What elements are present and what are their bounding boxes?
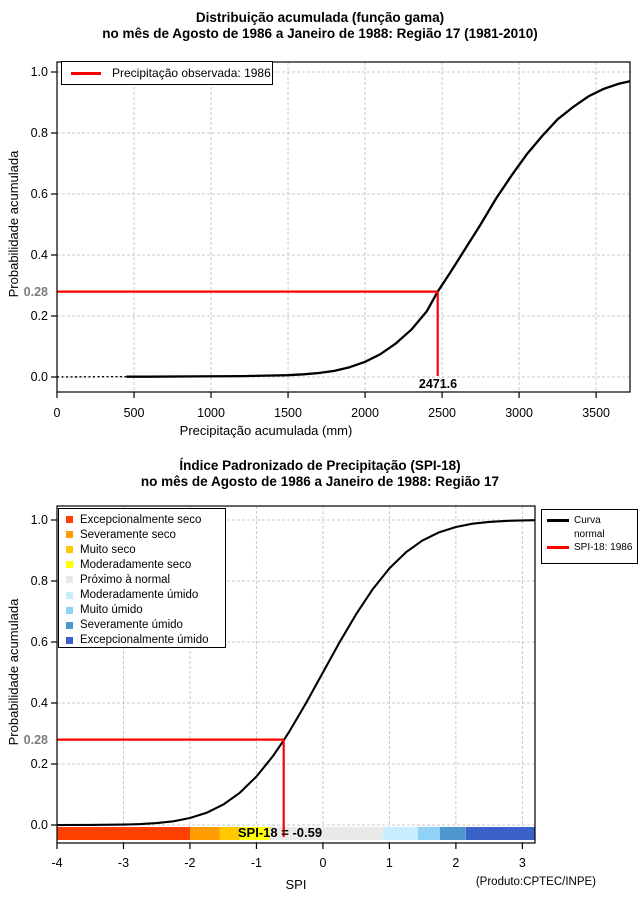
x-tick-label: 3000 (505, 406, 534, 420)
category-color-swatch-icon (66, 622, 73, 629)
panel2-curve-legend (541, 509, 638, 564)
category-legend-item (66, 572, 225, 587)
x-tick-label: 2 (452, 856, 460, 870)
category-label: Moderadamente úmido (80, 589, 199, 602)
category-label: Severamente seco (80, 528, 176, 541)
x-tick-label: -4 (51, 856, 63, 870)
category-color-swatch-icon (66, 576, 73, 583)
y-tick-label: 0.2 (30, 757, 48, 772)
y-tick-label: 0.6 (30, 635, 48, 650)
panel2-spi-value-label: SPI-18 = -0.59 (237, 825, 323, 840)
x-tick-label: 1 (385, 856, 393, 870)
category-legend-item (66, 527, 225, 542)
category-color-swatch-icon (66, 637, 73, 644)
y-tick-label: 0.2 (30, 309, 48, 324)
x-tick-label: 0 (319, 856, 327, 870)
y-tick-label: 1.0 (30, 513, 48, 528)
x-tick-label: 1000 (197, 406, 225, 420)
x-tick-label: -1 (250, 856, 263, 870)
category-label: Excepcionalmente seco (80, 513, 202, 526)
curve-legend-label-line1: Curva (574, 515, 601, 526)
category-legend-item (66, 603, 225, 618)
x-tick-label: 2500 (428, 406, 456, 420)
plot-box (57, 62, 630, 392)
category-label: Severamente úmido (80, 619, 183, 632)
y-tick-label: 0.0 (30, 818, 48, 833)
category-legend-item (66, 587, 225, 602)
curve-legend-label-line2: normal (574, 528, 605, 540)
panel1-legend (61, 61, 273, 85)
red-line-sample-icon (547, 546, 569, 549)
spi-category-bar-segment (418, 827, 440, 840)
x-tick-label: 0 (53, 406, 61, 420)
probability-annotation-label: 0.28 (23, 733, 48, 747)
probability-annotation-label: 0.28 (23, 285, 48, 299)
y-tick-label: 0.4 (30, 248, 48, 263)
y-tick-label: 0.8 (30, 126, 48, 141)
panel1-ylabel: Probabilidade acumulada (6, 150, 21, 298)
x-tick-label: 2000 (351, 406, 379, 420)
category-label: Excepcionalmente úmido (80, 634, 209, 647)
x-tick-label: -3 (117, 856, 130, 870)
curve-legend-spi-label: SPI-18: 1986 (574, 542, 633, 553)
category-label: Moderadamente seco (80, 558, 192, 571)
category-legend-item (66, 618, 225, 633)
x-tick-label: 3 (518, 856, 526, 870)
panel2-subtitle: no mês de Agosto de 1986 a Janeiro de 1988: Região 17 (140, 474, 500, 489)
panel2-category-legend (58, 508, 226, 648)
category-color-swatch-icon (66, 516, 73, 523)
spi-category-bar-segment (440, 827, 466, 840)
panel2-title: Índice Padronizado de Precipitação (SPI-18) (179, 458, 461, 473)
panel1-title: Distribuição acumulada (função gama) (195, 10, 445, 25)
panel2-xlabel: SPI (285, 877, 307, 892)
panel2-credit: (Produto:CPTEC/INPE) (475, 876, 596, 888)
red-line-sample-icon (71, 72, 101, 75)
spi-category-bar-segment (383, 827, 418, 840)
x-tick-label: 500 (123, 406, 145, 420)
category-legend-item (66, 512, 225, 527)
category-legend-item (66, 557, 225, 572)
category-color-swatch-icon (66, 592, 73, 599)
category-color-swatch-icon (66, 546, 73, 553)
y-tick-label: 0.8 (30, 574, 48, 589)
y-tick-label: 0.0 (30, 370, 48, 385)
panel1-legend-label: Precipitação observada: 1986 (112, 66, 271, 80)
category-label: Muito úmido (80, 604, 143, 617)
x-tick-label: -2 (184, 856, 196, 870)
panel1-observed-value-label: 2471.6 (418, 377, 458, 391)
category-legend-item (66, 542, 225, 557)
black-line-sample-icon (547, 519, 569, 522)
x-tick-label: 1500 (274, 406, 302, 420)
spi-category-bar-segment (57, 827, 190, 840)
gamma-cdf-curve (126, 81, 630, 377)
panel1-xlabel: Precipitação acumulada (mm) (179, 423, 353, 438)
category-color-swatch-icon (66, 531, 73, 538)
category-color-swatch-icon (66, 561, 73, 568)
panel1-subtitle: no mês de Agosto de 1986 a Janeiro de 1988: Região 17 (1981-2010) (102, 26, 538, 41)
x-tick-label: 3500 (582, 406, 611, 420)
category-color-swatch-icon (66, 607, 73, 614)
category-legend-item (66, 633, 225, 648)
panel2-ylabel: Probabilidade acumulada (6, 598, 21, 746)
spi-category-bar-segment (466, 827, 535, 840)
y-tick-label: 1.0 (30, 65, 48, 80)
y-tick-label: 0.6 (30, 187, 48, 202)
category-label: Próximo à normal (80, 573, 171, 586)
y-tick-label: 0.4 (30, 696, 48, 711)
category-label: Muito seco (80, 543, 136, 556)
